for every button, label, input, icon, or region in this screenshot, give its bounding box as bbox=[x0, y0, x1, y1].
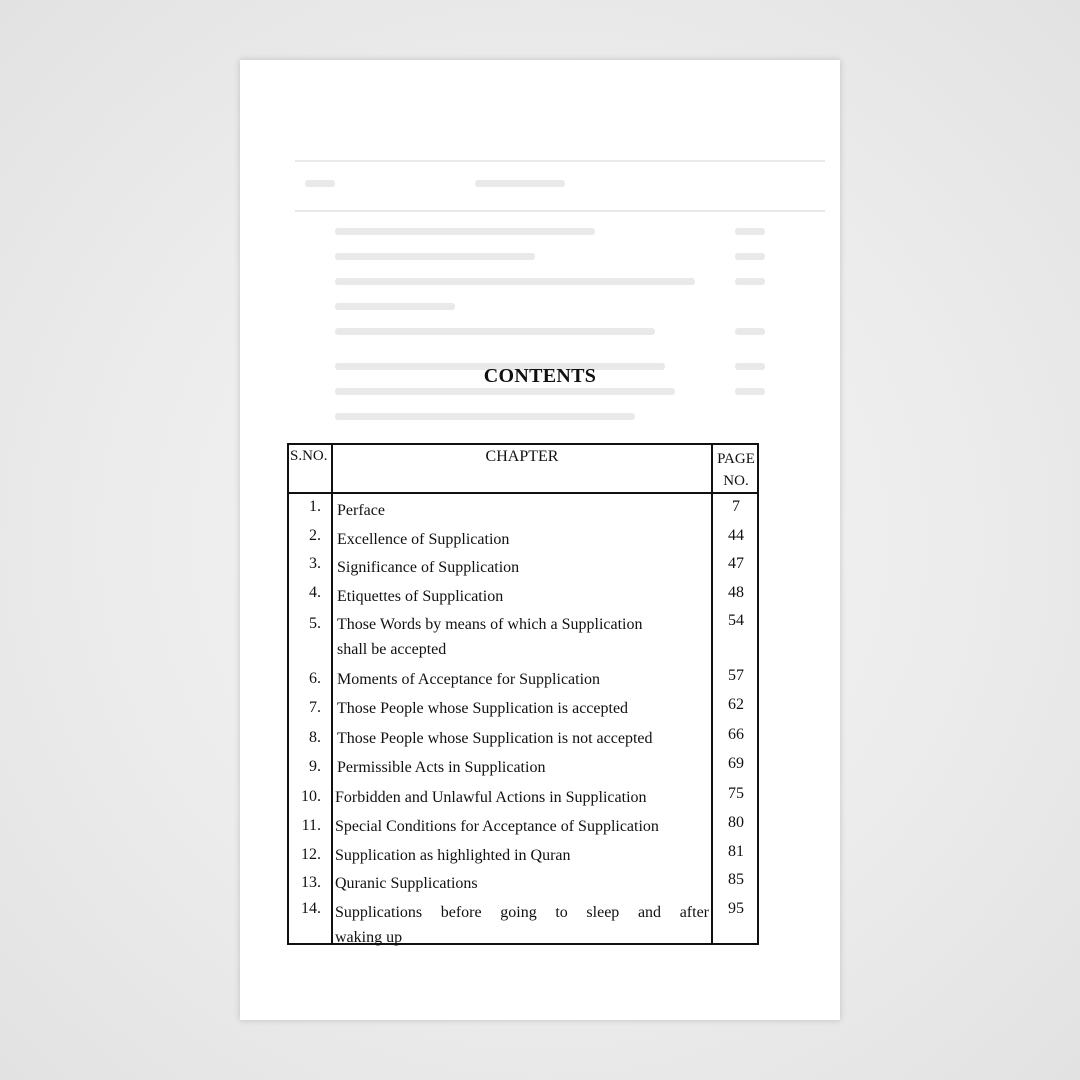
header-page-no bbox=[713, 448, 759, 492]
row-sno: 10. bbox=[301, 788, 321, 805]
row-chapter: Quranic Supplications bbox=[335, 875, 478, 892]
book-page bbox=[240, 60, 840, 1020]
row-chapter: Special Conditions for Acceptance of Supplication bbox=[335, 818, 659, 835]
header-sno: S.NO. bbox=[290, 448, 328, 464]
row-sno: 12. bbox=[301, 846, 321, 863]
row-page: 69 bbox=[728, 755, 744, 772]
row-chapter-line2: waking up bbox=[335, 929, 403, 946]
column-divider bbox=[711, 445, 713, 943]
row-page: 81 bbox=[728, 843, 744, 860]
row-chapter: Those People whose Supplication is not accepted bbox=[337, 730, 653, 747]
row-chapter-line1: Supplications before going to sleep and after bbox=[335, 904, 709, 921]
row-page: 66 bbox=[728, 726, 744, 743]
row-page: 7 bbox=[732, 498, 740, 515]
row-page: 80 bbox=[728, 814, 744, 831]
row-sno: 2. bbox=[309, 527, 321, 544]
row-sno: 9. bbox=[309, 758, 321, 775]
row-page: 62 bbox=[728, 696, 744, 713]
row-sno: 6. bbox=[309, 670, 321, 687]
row-page: 47 bbox=[728, 555, 744, 572]
row-page: 48 bbox=[728, 584, 744, 601]
row-chapter bbox=[337, 612, 711, 662]
header-divider bbox=[289, 492, 757, 494]
row-chapter: Permissible Acts in Supplication bbox=[337, 759, 546, 776]
column-divider bbox=[331, 445, 333, 943]
row-page: 75 bbox=[728, 785, 744, 802]
row-sno: 7. bbox=[309, 699, 321, 716]
header-page-line2: NO. bbox=[723, 473, 749, 489]
header-chapter: CHAPTER bbox=[485, 448, 559, 465]
row-chapter bbox=[335, 900, 709, 950]
row-chapter: Forbidden and Unlawful Actions in Supplication bbox=[335, 789, 647, 806]
row-chapter: Supplication as highlighted in Quran bbox=[335, 847, 571, 864]
row-sno: 4. bbox=[309, 584, 321, 601]
header-page-line1: PAGE bbox=[717, 451, 755, 467]
row-page: 95 bbox=[728, 900, 744, 917]
row-chapter-line2: shall be accepted bbox=[337, 641, 447, 658]
row-page: 57 bbox=[728, 667, 744, 684]
row-chapter-line1: Those Words by means of which a Supplication bbox=[337, 616, 643, 633]
row-sno: 11. bbox=[301, 817, 321, 834]
row-chapter: Moments of Acceptance for Supplication bbox=[337, 671, 601, 688]
row-sno: 13. bbox=[301, 874, 321, 891]
contents-table bbox=[287, 443, 759, 945]
contents-heading: CONTENTS bbox=[483, 365, 597, 387]
row-chapter: Etiquettes of Supplication bbox=[337, 588, 504, 605]
row-page: 44 bbox=[728, 527, 744, 544]
row-sno: 5. bbox=[309, 615, 321, 632]
row-chapter: Those People whose Supplication is accepted bbox=[337, 700, 629, 717]
row-sno: 3. bbox=[309, 555, 321, 572]
row-chapter: Perface bbox=[337, 502, 385, 519]
row-page: 85 bbox=[728, 871, 744, 888]
row-sno: 8. bbox=[309, 729, 321, 746]
row-chapter: Significance of Supplication bbox=[337, 559, 520, 576]
row-page: 54 bbox=[728, 612, 744, 629]
row-sno: 14. bbox=[301, 900, 321, 917]
row-sno: 1. bbox=[309, 498, 321, 515]
row-chapter: Excellence of Supplication bbox=[337, 531, 510, 548]
